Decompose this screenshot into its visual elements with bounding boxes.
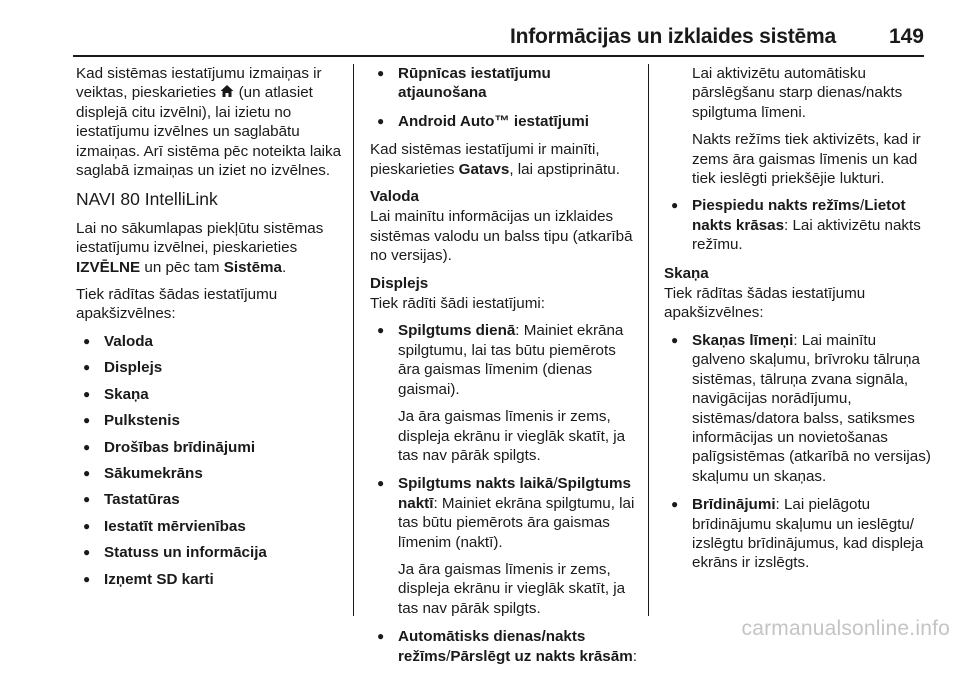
page-number: 149 [888, 25, 924, 48]
list-item: ● Iestatīt mērvienības [76, 517, 348, 536]
list-item: ● Sākumekrāns [76, 464, 348, 483]
auto-mode-label-alt: Pārslēgt uz nakts krāsām [450, 647, 633, 665]
language-text: Lai mainītu informācijas un izklaides sistēmas valodu un balss tipu (atkarībā no versijas). [370, 208, 633, 265]
submenu-list [76, 332, 348, 589]
header-rule [73, 55, 924, 57]
list-item: ● Skaņa [76, 385, 348, 404]
intro-text-b: (un atlasiet displejā citu izvēlni), lai izietu no iestatījumu izvēlnes un saglabātu izmaiņas. Arī sistēma pēc noteikta laika saglabā izmaiņas un iziet no izvēlnes. [76, 84, 342, 180]
column-divider-left [353, 64, 354, 616]
list-item: ● Pulkstenis [76, 411, 348, 430]
done-label: Gatavs [458, 160, 510, 178]
volume-levels-label: Skaņas līmeņi [692, 331, 794, 349]
page-header [0, 0, 960, 52]
column-left [76, 64, 348, 596]
warnings-label: Brīdinājumi [692, 496, 776, 514]
night-mode-list [664, 196, 932, 254]
column-divider-right [648, 64, 649, 616]
list-item: ● Tastatūras [76, 490, 348, 509]
night-brightness-note: Ja āra gaismas līmenis ir zems, displeja ekrānu ir vieglāk skatīt, ja tas nav pārāk spilgts. [398, 560, 626, 617]
auto-mode-continued [664, 64, 932, 188]
auto-mode-note: Nakts režīms tiek aktivizēts, kad ir zems āra gaismas līmenis un kad tiek ieslēgti priekšējie lukturi. [692, 131, 921, 188]
section-heading: NAVI 80 IntelliLink [76, 189, 218, 210]
auto-mode-text: Lai aktivizētu automātisku pārslēgšanu starp dienas/nakts spilgtuma līmeni. [692, 65, 903, 121]
list-item [370, 321, 638, 465]
display-settings-list [370, 321, 638, 666]
list-item [664, 331, 932, 486]
menu-access-text-c: un pēc tam [144, 258, 220, 276]
column-right [664, 64, 932, 582]
display-text: Tiek rādīti šādi iestatījumi: [370, 295, 545, 313]
menu-label: IZVĒLNE [76, 258, 141, 276]
day-brightness-text: : Mainiet ekrāna spilgtumu, lai tas būtu piemērots āra gaismas līmenim (dienas gaismai). [398, 322, 624, 398]
night-brightness-label: Spilgtums nakts laikā [398, 475, 554, 493]
list-item [370, 627, 638, 666]
submenu-list-continued [370, 64, 638, 131]
list-item [370, 474, 638, 618]
forced-night-label: Piespiedu nakts režīms [692, 197, 860, 215]
night-brightness-label-alt: Spilgtums naktī [398, 475, 631, 512]
display-title: Displejs [370, 274, 429, 292]
save-text-a: Kad sistēmas iestatījumi ir mainīti, pieskarieties [370, 141, 600, 178]
sound-settings-list [664, 331, 932, 573]
warnings-text: : Lai pielāgotu brīdinājumu skaļumu un ieslēgtu/ izslēgtu brīdinājumus, kad displeja ekrāns ir izslēgts. [692, 496, 924, 572]
night-brightness-sep: / [553, 475, 558, 493]
page-title: Informācijas un izklaides sistēma [509, 25, 836, 48]
watermark: carmanualsonline.info [741, 616, 950, 640]
night-brightness-text: : Mainiet ekrāna spilgtumu, lai tas būtu piemērots āra gaismas līmenim (naktī). [398, 494, 635, 551]
list-item: ● Displejs [76, 358, 348, 377]
sound-title: Skaņa [664, 264, 709, 282]
volume-levels-text: : Lai mainītu galveno skaļumu, brīvroku tālruņa sistēmas, tālruņa zvana signāla, navigācijas norādījumu, sistēmas/datora balss, satiksmes informācijas un novietošanas palīgsistēmas (atkarībā no versijas) skaļumu un skaņas. [692, 331, 931, 485]
auto-mode-colon: : [632, 647, 637, 665]
auto-mode-sep: / [446, 647, 451, 665]
intro-text-a: Kad sistēmas iestatījumu izmaiņas ir veiktas, pieskarieties [76, 65, 322, 102]
menu-access-text-a: Lai no sākumlapas piekļūtu sistēmas iestatījumu izvēlnei, pieskarieties [76, 219, 324, 257]
auto-mode-label: Automātisks dienas/nakts režīms [398, 628, 586, 665]
submenus-intro: Tiek rādītas šādas iestatījumu apakšizvēlnes: [76, 286, 278, 323]
language-title: Valoda [370, 188, 419, 206]
list-item: ● Statuss un informācija [76, 543, 348, 562]
list-item: ● Android Auto™ iestatījumi [370, 112, 638, 131]
forced-night-text: : Lai aktivizētu nakts režīmu. [692, 216, 921, 254]
list-item: ● Valoda [76, 332, 348, 351]
menu-access-paragraph [76, 219, 348, 277]
day-brightness-note: Ja āra gaismas līmenis ir zems, displeja ekrānu ir vieglāk skatīt, ja tas nav pārāk spilgts. [398, 408, 626, 464]
list-item: ● Rūpnīcas iestatījumu atjaunošana [370, 64, 638, 103]
day-brightness-label: Spilgtums dienā [398, 322, 516, 340]
menu-access-text-d: . [282, 258, 287, 276]
list-item: ● Drošības brīdinājumi [76, 438, 348, 457]
forced-night-sep: / [859, 197, 865, 215]
forced-night-label-alt: Lietot nakts krāsas [692, 197, 906, 234]
save-paragraph [370, 140, 638, 179]
save-text-c: , lai apstiprinātu. [509, 160, 620, 178]
sound-text: Tiek rādītas šādas iestatījumu apakšizvēlnes: [664, 285, 866, 322]
home-icon [220, 84, 234, 98]
column-middle [370, 64, 638, 675]
list-item [664, 495, 932, 573]
intro-paragraph [76, 64, 348, 180]
list-item: ● Izņemt SD karti [76, 570, 348, 589]
list-item [664, 196, 932, 254]
system-label: Sistēma [223, 258, 283, 276]
